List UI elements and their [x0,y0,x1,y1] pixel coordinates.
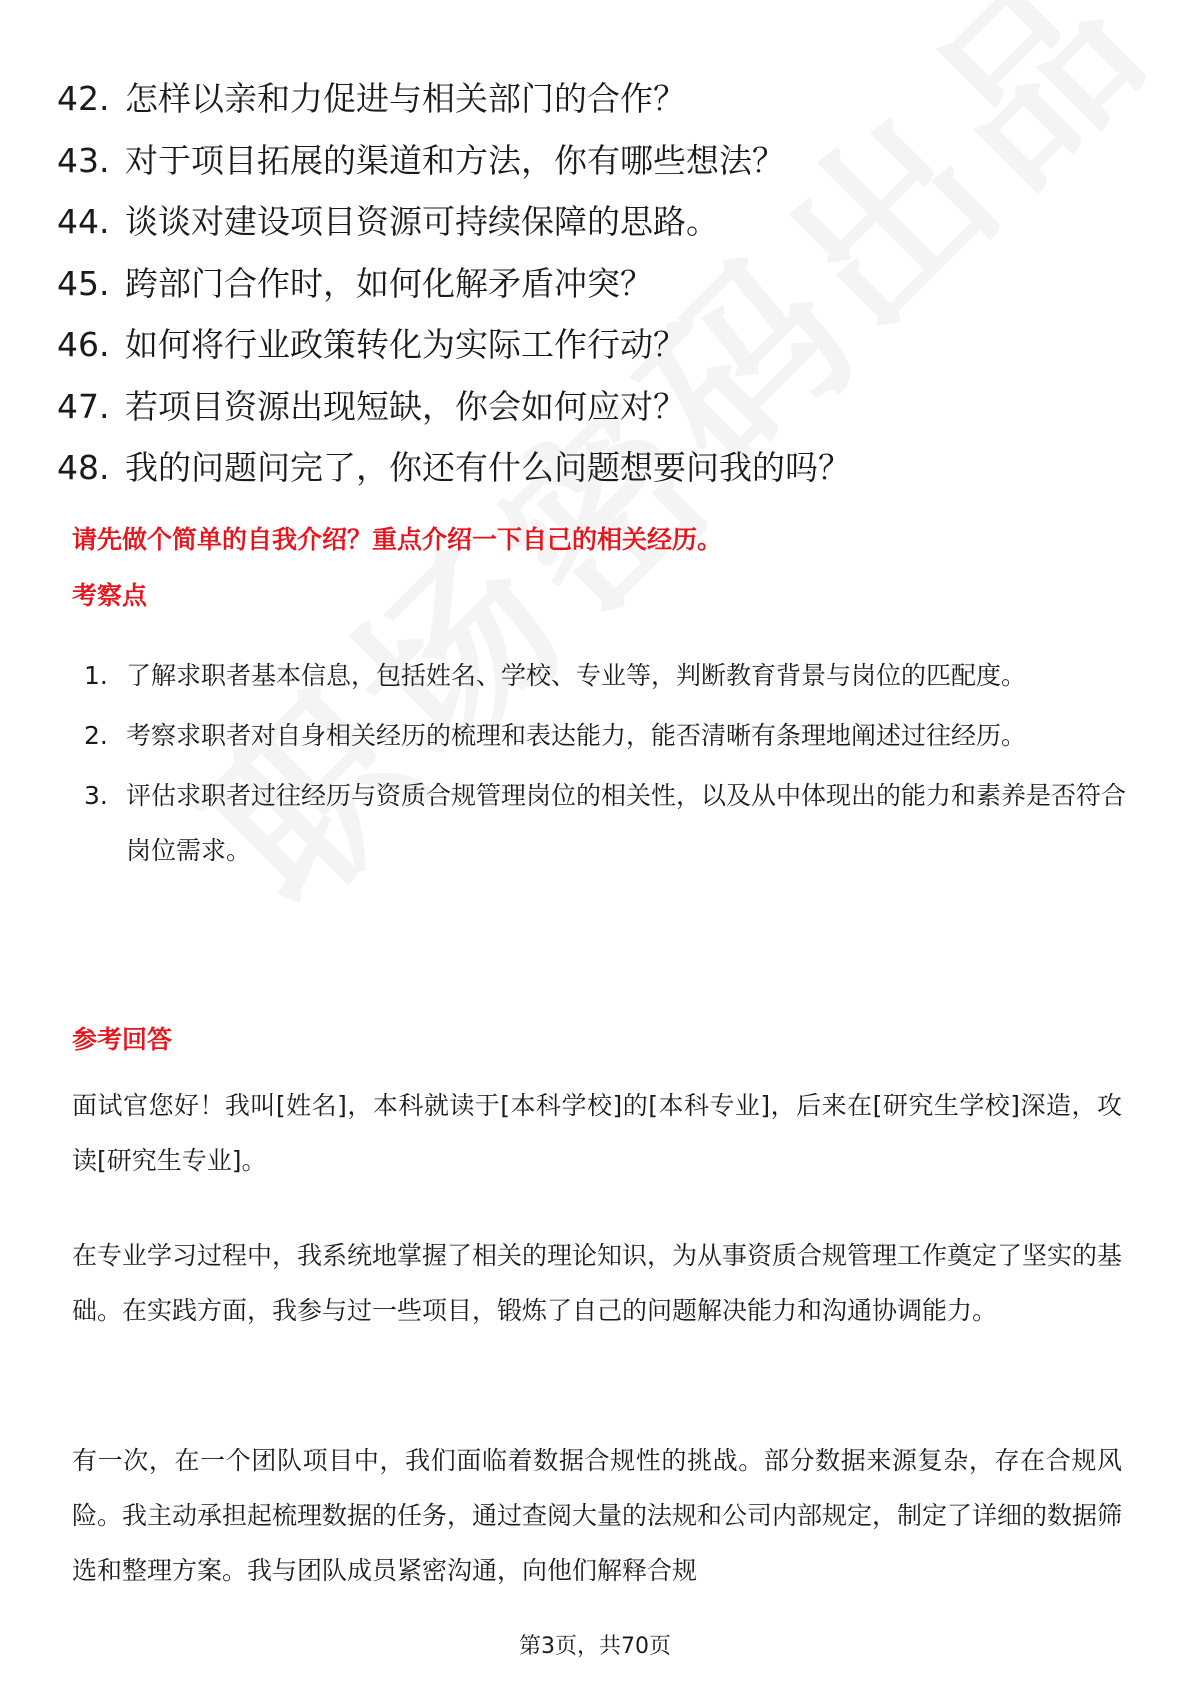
question-number: 44. [57,202,110,241]
question-text: 对于项目拓展的渠道和方法，你有哪些想法？ [125,140,785,180]
page-footer: 第3页，共70页 [519,1634,671,1659]
answer-paragraph: 有一次，在一个团队项目中，我们面临着数据合规性的挑战。部分数据来源复杂，存在合规风险。我主动承担起梳理数据的任务，通过查阅大量的法规和公司内部规定，制定了详细的数据筛选和整理方案。我与团队成员紧密沟通，向他们解释合规 [72,1446,1123,1585]
question-number: 43. [57,140,110,180]
point-number: 3. [84,781,108,810]
question-item [57,130,851,192]
point-item [84,768,1134,878]
answer-paragraph: 面试官您好！我叫[姓名]，本科就读于[本科学校]的[本科专业]，后来在[研究生学校]深造，攻读[研究生专业]。 [72,1091,1122,1175]
question-item [57,437,851,499]
point-number: 2. [84,721,108,750]
point-text: 评估求职者过往经历与资质合规管理岗位的相关性，以及从中体现出的能力和素养是否符合岗位需求。 [126,781,1127,865]
question-text: 谈谈对建设项目资源可持续保障的思路。 [125,202,719,241]
point-number: 1. [84,661,108,690]
cankao-heading: 参考回答 [72,1025,173,1054]
kaochadian-heading: 考察点 [72,581,148,610]
point-item [84,648,1134,703]
point-text: 了解求职者基本信息，包括姓名、学校、专业等，判断教育背景与岗位的匹配度。 [126,661,1027,690]
question-text: 如何将行业政策转化为实际工作行动？ [125,325,686,364]
question-text: 我的问题问完了，你还有什么问题想要问我的吗？ [125,448,851,487]
point-item [84,708,1134,763]
question-list [57,68,851,499]
question-item [57,376,851,438]
question-number: 45. [57,263,110,303]
question-number: 42. [57,79,110,118]
point-text: 考察求职者对自身相关经历的梳理和表达能力，能否清晰有条理地阐述过往经历。 [126,721,1027,750]
question-item [57,253,851,315]
answer-paragraph: 在专业学习过程中，我系统地掌握了相关的理论知识，为从事资质合规管理工作奠定了坚实的基础。在实践方面，我参与过一些项目，锻炼了自己的问题解决能力和沟通协调能力。 [72,1241,1123,1325]
question-text: 若项目资源出现短缺，你会如何应对？ [125,386,686,426]
question-text: 怎样以亲和力促进与相关部门的合作？ [125,79,686,118]
question-item [57,314,851,376]
kaochadian-points [84,648,1134,883]
question-item [57,191,851,253]
question-number: 48. [57,448,110,487]
main-question-heading: 请先做个简单的自我介绍？重点介绍一下自己的相关经历。 [72,525,723,554]
question-number: 47. [57,386,110,426]
question-number: 46. [57,325,110,364]
question-text: 跨部门合作时，如何化解矛盾冲突？ [125,263,653,303]
question-item [57,68,851,130]
